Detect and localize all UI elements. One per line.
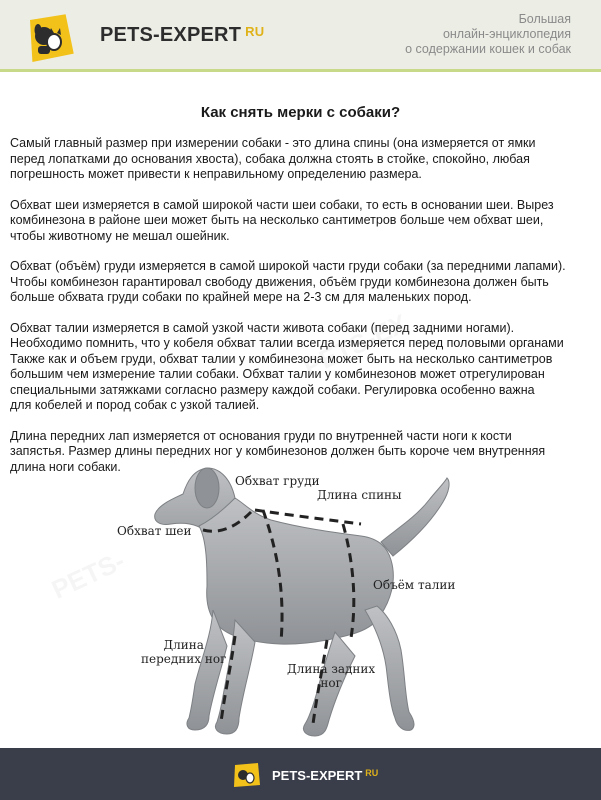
label-hind-legs: Длина задних ног [287,662,376,690]
brand-name[interactable] [100,24,264,47]
footer-brand[interactable] [272,768,378,783]
paragraph-neck: Обхват шеи измеряется в самой широкой части шеи собаки, то есть в основании шеи. Вырез комбинезона в районе шеи может быть на несколько сантиметров больше чем обхват шеи, чтобы животному не мешал ошейник. [10,197,554,243]
dog-silhouette-illustration [95,460,515,745]
dog-body [155,468,449,736]
pets-expert-footer-logo-icon[interactable] [232,762,262,788]
site-footer [0,748,601,800]
brand-text: PETS-EXPERT [100,24,242,46]
footer-brand-text: PETS-EXPERT [272,768,363,783]
paragraph-waist: Обхват талии измеряется в самой узкой части живота собаки (перед задними ногами). Необходимо помнить, что у кобеля обхват талии всегда измеряется перед половыми органами Также как и объем груди, обхват талии у комбинезона может быть на несколько сантиметров большим чем измерение талии собаки. Обхват талии у комбинезонов может отрегулирован специальными затяжками согласно размеру каждой собаки. Регулировка особенно важна для кобелей и пород собак с узкой талией. [10,320,564,412]
label-front-legs: Длина передних ног [141,638,227,666]
label-back-length: Длина спины [317,488,402,502]
site-header [0,0,601,72]
article-body [10,136,595,490]
paragraph-front-legs: Длина передних лап измеряется от основания груди по внутренней части ноги к кости запястья. Размер длины передних ног у комбинезонов должен быть короче чем внутренняя длина ноги собаки. [10,428,546,474]
label-waist: Объём талии [373,578,456,592]
article-title: Как снять мерки с собаки? [200,104,401,121]
brand-suffix: RU [245,24,265,39]
footer-brand-suffix: RU [365,768,379,778]
pets-expert-logo-icon[interactable] [24,12,76,64]
dog-measurement-diagram [95,460,515,745]
paragraph-chest: Обхват (объём) груди измеряется в самой широкой части груди собаки (за передними лапами). Чтобы комбинезон гарантировал свободу движения, объём груди комбинезона должен быть больше обхвата груди собаки по крайней мере на 2-3 см для маленьких пород. [10,259,566,304]
label-chest: Обхват груди [235,474,320,488]
paragraph-back-length: Самый главный размер при измерении собаки - это длина спины (она измеряется от ямки перед лопатками до основания хвоста), собака должна стоять в стойке, спокойно, любая погрешность может привести к неправильному определению размера. [10,136,536,181]
site-tagline: Большая онлайн-энциклопедия о содержании кошек и собак [405,12,571,56]
label-neck: Обхват шеи [117,524,192,538]
